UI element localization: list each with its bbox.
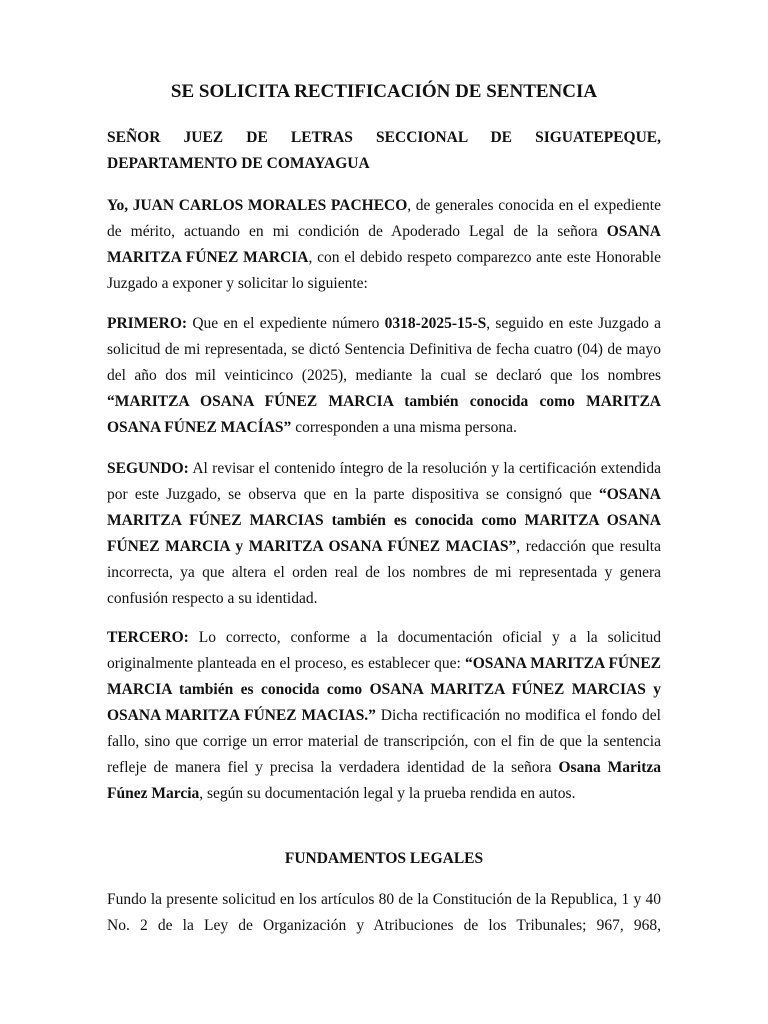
tercero-name: Osana Maritza Fúnez Marcia <box>107 759 661 802</box>
segundo-text-2: , redacción que resulta incorrecta, ya que altera el orden real de los nombres de mi representada y genera confusión respecto a su identidad. <box>107 538 661 607</box>
primero-text-1: Que en el expediente número <box>187 315 385 332</box>
fundamentos-paragraph: Fundo la presente solicitud en los artículos 80 de la Constitución de la Republica, 1 y 40 No. 2 de la Ley de Organización y Atribuciones de los Tribunales; 967, 968, <box>107 891 661 934</box>
tercero-quote: “OSANA MARITZA FÚNEZ MARCIA también es conocida como OSANA MARITZA FÚNEZ MARCIAS y OSANA MARITZA FÚNEZ MACIAS.” <box>107 655 661 724</box>
primero-label: PRIMERO: <box>107 315 188 332</box>
represented-name: OSANA MARITZA FÚNEZ MARCIA <box>107 223 661 266</box>
segundo-paragraph <box>107 456 661 612</box>
primero-text-2: , seguido en este Juzgado a solicitud de mi representada, se dictó Sentencia Definitiva de fecha cuatro (04) de mayo del año dos mil veinticinco (2025), mediante la cual se declaró que los nombres <box>107 315 661 384</box>
primero-text-3: corresponden a una misma persona. <box>291 419 517 436</box>
intro-text-1: , de generales conocida en el expediente de mérito, actuando en mi condición de Apoderado Legal de la señora <box>107 197 661 240</box>
addressee-block <box>107 125 661 177</box>
tercero-text-3: , según su documentación legal y la prueba rendida en autos. <box>199 785 576 802</box>
tercero-text-1: Lo correcto, conforme a la documentación oficial y a la solicitud originalmente planteada en el proceso, es establecer que: <box>107 629 661 672</box>
segundo-text-1: Al revisar el contenido íntegro de la resolución y la certificación extendida por este Juzgado, se observa que en la parte dispositiva se consignó que <box>107 460 661 503</box>
case-number: 0318-2025-15-S <box>384 315 487 332</box>
intro-text-2: , con el debido respeto comparezco ante este Honorable Juzgado a exponer y solicitar lo siguiente: <box>107 249 661 292</box>
intro-paragraph <box>107 193 661 297</box>
tercero-paragraph <box>107 625 661 807</box>
intro-lead: Yo, JUAN CARLOS MORALES PACHECO <box>107 197 408 214</box>
tercero-text-2: Dicha rectificación no modifica el fondo del fallo, sino que corrige un error material de transcripción, con el fin de que la sentencia refleje de manera fiel y precisa la verdadera identidad de la señora <box>107 707 661 776</box>
fundamentos-heading: FUNDAMENTOS LEGALES <box>284 850 484 867</box>
tercero-label: TERCERO: <box>107 629 189 646</box>
addressee-line-1: SEÑOR JUEZ DE LETRAS SECCIONAL DE SIGUATEPEQUE, <box>107 129 661 146</box>
document-title: SE SOLICITA RECTIFICACIÓN DE SENTENCIA <box>170 81 598 102</box>
primero-quote: “MARITZA OSANA FÚNEZ MARCIA también conocida como MARITZA OSANA FÚNEZ MACÍAS” <box>107 393 661 436</box>
segundo-label: SEGUNDO: <box>107 460 189 477</box>
addressee-line-2: DEPARTAMENTO DE COMAYAGUA <box>107 155 370 172</box>
segundo-quote: “OSANA MARITZA FÚNEZ MARCIAS también es conocida como MARITZA OSANA FÚNEZ MARCIA y MARITZA OSANA FÚNEZ MACIAS” <box>107 486 661 555</box>
primero-paragraph <box>107 311 661 441</box>
